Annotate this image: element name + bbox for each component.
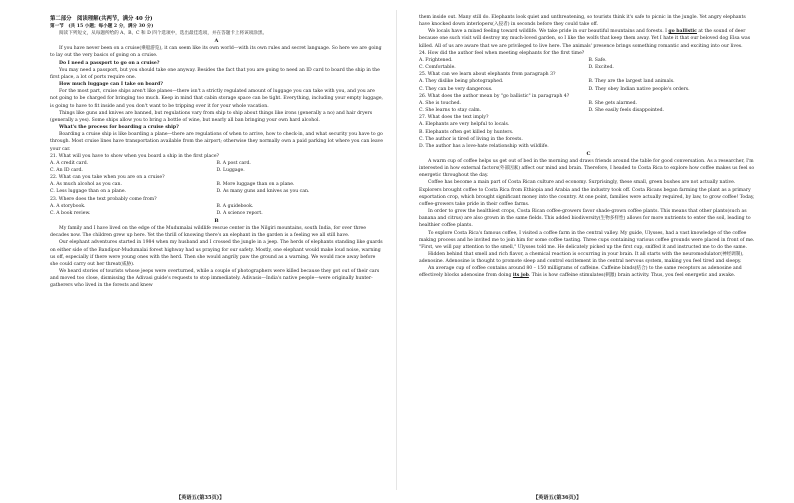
option: C. She learns to stay calm. [419,108,482,114]
passage-a-heading: Do I need a passport to go on a cruise? [59,60,160,66]
passage-c-paragraph: A warm cup of coffee helps us get out of bed in the morning and draws friends around the table for good conversation. As a researcher, I'm interested in how external factors(外部因素) affect our mind and brain. Therefore, I headed to Costa Rica to explore how coffee makes us feel so energetic throughout the day. [419,158,755,179]
question-21-options [50,167,383,174]
option: A. They dislike being photographed. [419,79,504,85]
option: A. Elephants are very helpful to locals. [419,122,510,128]
option: A. She is touched. [419,100,462,106]
option: B. She gets alarmed. [588,100,638,106]
question-23-options [50,203,383,210]
question-22-options [50,181,383,188]
question-22: 22. What can you take when you are on a cruise? [50,175,165,181]
question-25-options [419,78,758,85]
question-25-options [419,86,758,93]
question-21: 21. What will you have to show when you board a ship in the first place? [50,153,220,159]
passage-b-paragraph: them inside out. Many still do. Elephants look quiet and unthreatening, so tourists think it's safe to picnic in the jungle. Yet angry elephants have knocked down interlopers(入侵者) in seconds before they could take off. [419,15,746,28]
passage-a-paragraph: If you have never been on a cruise(乘船游览), it can seem like its own world—with its own rules and secret language. So here we are going to lay out the very basics of going on a cruise. [50,46,382,59]
option: C. Comfortable. [419,65,456,71]
question-27: 27. What does the text imply? [419,115,489,121]
passage-letter-b: B [214,218,219,225]
option: C. A book review. [50,210,91,216]
passage-b-paragraph [419,28,758,49]
passage-a-heading: How much luggage can I take on board? [59,82,163,88]
option: D. The author has a love-hate relationship with wildlife. [419,143,549,149]
section-title: 第二部分 阅读理解(共两节，满分 40 分) [50,16,153,22]
text-run: We locals have a mixed feeling toward wildlife. We take pride in our beautiful mountains and forests. I [428,29,669,35]
option: D. Luggage. [216,167,245,173]
option: D. As many guns and knives as you can. [216,189,310,195]
option: B. A guidebook. [216,203,254,209]
question-22-options [50,188,383,195]
passage-b-paragraph: My family and I have lived on the edge of the Mudumalai wildlife rescue center in the Nilgiri mountains, south India, for over three decades now. The children grew up here. Yet the thrill of knowing there's an elephant in the garden is a feeling we all still have. [50,226,366,239]
passage-letter-c: C [586,150,591,157]
passage-a-heading: What's the process for boarding a cruise ship? [59,125,179,131]
passage-a-paragraph: Boarding a cruise ship is like boarding a plane—there are regulations of when to arrive, how to check-in, and what security you have to go through. Most cruise lines have transportation available from the airport; otherwise they normally own a paid parking lot where you can leave your car. [50,132,383,152]
question-25: 25. What can we learn about elephants from paragraph 3? [419,72,556,78]
option: B. More luggage than on a plane. [216,182,295,188]
text-run: An average cup of coffee contains around 80 – 150 milligrams of caffeine. Caffeine binds(结合) to the same receptors as adenosine and effectively blocks adenosine from doing [419,266,742,279]
option: C. An ID card. [50,167,83,173]
passage-a-paragraph: Things like guns and knives are banned, but regulations vary from ship to ship about things like irons (generally a no) and hair dryers (generally a yes). Some ships allow you to bring a bottle of wine, but nearly all ban bringing your own hard alcohol. [50,110,373,123]
question-24-options [419,57,758,64]
question-24: 24. How did the author feel when meeting elephants for the first time? [419,50,585,56]
option: A. A storybook. [50,203,86,209]
passage-b-paragraph: We heard stories of tourists whose jeeps were overturned, while a couple of photographers were killed because they got out of their cars and moved too close, dismissing the Adivasi guide's requests to stop immediately. Adivasis—India's native people—were originally hunter-gatherers who lived in the forests and knew [50,269,380,289]
page-footer-left: 【英语五(第35页)】 [176,495,225,501]
text-run: at the sound of deer because one such visit will destroy my much-loved garden, so I like the wolfs that keep them away. Yet I hate it that our beloved dog Elsa was killed. All of us are aware that we are privileged to live here. The animals' presence brings something romantic and exciting into our lives. [419,29,751,49]
option: A. As much alcohol as you can. [50,182,122,188]
part1-title: 第一节 (共 15 小题；每小题 2 分，满分 30 分) [50,24,154,29]
passage-c-paragraph: Coffee has become a main part of Costa Rican culture and economy. Surprisingly, these small, green bushes are not actually native. Explorers brought coffee to Costa Rica from Ethiopia and Arabia and the industry took off. Costa Ricans began farming the plant as a primary exportation crop, which brought significant money into the country. At one point, families were actually required, by law, to grow coffee! Today, coffee-growers take pride in their coffee farms. [419,180,755,207]
question-24-options [419,64,758,71]
option: B. Safe. [588,57,607,63]
passage-c-paragraph: In order to grow the healthiest crops, Costa Rican coffee-growers favor shade-grown coffee plants. This means that other plants(such as banana and citrus) are also grown in the same fields. This added biodiversity(生物多样性) allows for more nutrients to enter the soil, leading to healthier coffee plants. [419,209,751,229]
option: D. They obey Indian native people's orders. [588,86,690,92]
underlined-phrase: its job [512,273,529,279]
passage-a-paragraph: For the most part, cruise ships aren't like planes—there isn't a strictly regulated amount of luggage you can take with you, and you are not going to be charged for bringing too much. Keep in mind that cabin storage space can be tight. Everything, including your empty luggage, is going to have to fit inside and you don't want to be tripping over it for your whole vacation. [50,89,383,109]
option: C. The author is tired of living in the forests. [419,136,523,142]
option: A. A credit card. [50,160,89,166]
option: C. They can be very dangerous. [419,86,493,92]
option: D. Excited. [588,65,614,71]
passage-a-paragraph: You may need a passport, but you should take one anyway. Besides the fact that you are going to need an ID card to board the ship in the first place, a lot of ports require one. [50,67,380,80]
question-21-options [50,160,383,167]
option: B. Elephants often get killed by hunters. [419,129,514,135]
question-23: 23. Where does the text probably come from? [50,196,157,202]
option: B. They are the largest land animals. [588,79,675,85]
right-page [397,0,794,503]
passage-c-paragraph: To explore Costa Rica's famous coffee, I visited a coffee farm in the central valley. My guide, Ulysses, had a vast knowledge of the coffee making process and he invited me to join him for some coffee tasting. Three cups containing various coffee grounds were placed in front of me. "First, we will pay attention to the smell," Ulysses told me. He delicately picked up the first cup, sniffed it and instructed me to do the same. [419,230,755,250]
page-footer-right: 【英语五(第36页)】 [533,495,582,501]
passage-c-paragraph: Hidden behind that smell and rich flavor, a chemical reaction is occurring in your brain. It all starts with the neuromodulator(神经调制), adenosine. Adenosine is thought to promote sleep and control excitement in the central nervous system, making you feel tired and sleepy. [419,252,744,265]
text-run: . This is how caffeine stimulates(刺激) brain activity. Thus, you feel energetic and awake. [528,273,736,279]
underlined-phrase: go ballistic [668,29,697,35]
question-26-options [419,100,758,107]
option: C. Less luggage than on a plane. [50,189,127,195]
passage-letter-a: A [214,38,219,45]
option: B. A post card. [216,160,251,166]
instruction: 阅读下列短文，从每题所给的 A、B、C 和 D 四个选项中，选出最佳选项，并在答题卡上将该项涂黑。 [59,31,268,37]
passage-b-paragraph: Our elephant adventures started in 1984 when my husband and I crossed the jungle in a jeep. The herds of elephants standing like guards on either side of the Bandipur-Mudumalai forest highway had us praying for our safety. Mostly, one elephant would make loud noise, warning us off, especially if there were young ones with the herd. Then she would angrily paw the ground as a warning. We would race away before she could carry out her threat(威胁). [50,240,383,267]
question-26-options [419,107,758,114]
option: D. She easily feels disappointed. [588,108,665,114]
option: A. Frightened. [419,57,453,63]
question-23-options [50,210,383,217]
passage-c-paragraph [419,265,758,279]
question-26: 26. What does the author mean by "go ballistic" in paragraph 4? [419,93,570,99]
option: D. A science report. [216,210,263,216]
